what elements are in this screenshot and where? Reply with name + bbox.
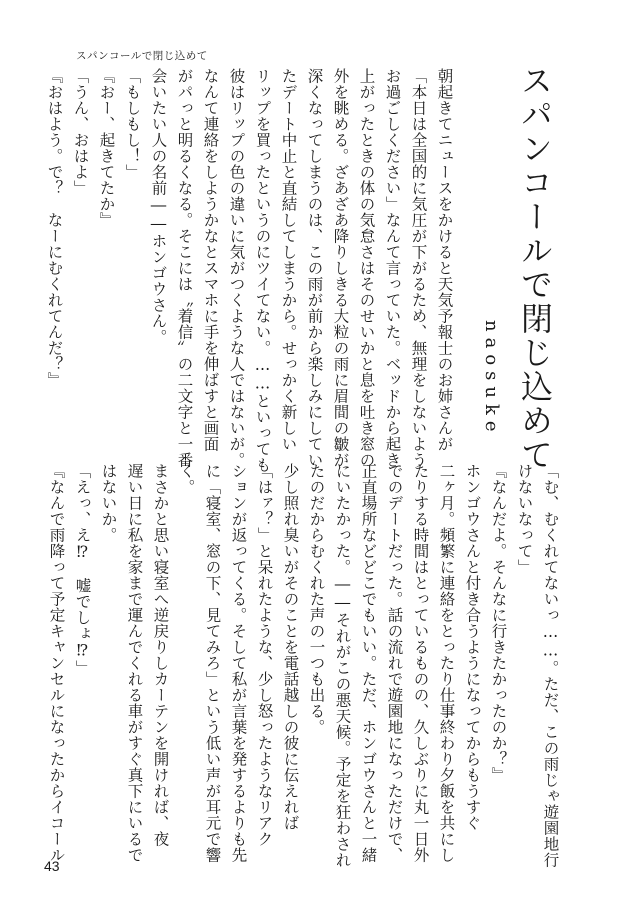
upper-column: リップを買ったというのにツイてない。……といっても: [253, 68, 272, 473]
upper-column: なんて連絡をしようかなとスマホに手を伸ばすと画面: [201, 68, 220, 452]
lower-column: 「む、むくれてないっ……。ただ、この雨じゃ遊園地行: [541, 463, 560, 868]
lower-column: 『なんだよ。そんなに行きたかったのか？』: [489, 463, 508, 783]
lower-column: く。: [177, 463, 196, 495]
upper-column: たデート中止と直結してしまうから。せっかく新しい: [279, 68, 298, 452]
lower-column: 「はァ？」と呆れたような、少し怒ったようなリアク: [255, 463, 274, 847]
lower-column: 「えっ、え⁉ 嘘でしょ⁉」: [73, 463, 92, 676]
lower-column: はないか。: [99, 463, 118, 543]
upper-column: 外を眺める。ざあざあ降りしきる大粒の雨に眉間の皺が: [331, 68, 350, 468]
lower-column: 二ヶ月。頻繁に連絡をとったり仕事終わり夕飯を共にし: [437, 463, 456, 863]
upper-column: 「本日は全国的に気圧が下がるため、無理をしないよう: [409, 68, 428, 468]
story-title: スパンコールで閉じ込めて: [516, 64, 554, 472]
upper-column: 朝起きてニュースをかけると天気予報士のお姉さんが: [435, 68, 454, 452]
lower-column: ションが返ってくる。そして私が言葉を発するよりも先: [229, 463, 248, 863]
lower-column: たりする時間はとっているものの、久しぶりに丸一日外: [411, 463, 430, 863]
upper-column: がパっと明るくなる。そこには〝着信〟の二文字と一番: [175, 68, 194, 468]
upper-column: 『おー、起きてたか』: [97, 68, 116, 228]
lower-column: 正直場所などどこでもいい。ただ、ホンゴウさんと一緒: [359, 463, 378, 863]
upper-column: 『おはよう。で？ なーにむくれてんだ？』: [45, 68, 64, 388]
upper-column: 上がったときの体の気怠さはそのせいかと息を吐き窓の: [357, 68, 376, 468]
lower-column: 少し照れ臭いがそのことを電話越しの彼に伝えれば: [281, 463, 300, 831]
lower-column: けないなって」: [515, 463, 534, 575]
lower-column: にいたかった。――それがこの悪天候。予定を狂わされ: [333, 463, 352, 868]
lower-column: 『なんで雨降って予定キャンセルになったからイコール: [47, 463, 66, 863]
lower-column: まさかと思い寝室へ逆戻りしカーテンを開ければ、夜: [151, 463, 170, 847]
lower-column: に「寝室、窓の下、見てみろ」という低い声が耳元で響: [203, 463, 222, 863]
upper-column: 彼はリップの色の違いに気がつくような人ではないが。: [227, 68, 246, 468]
page-number: 43: [44, 858, 60, 874]
lower-column: ホンゴウさんと付き合うようになってからもうすぐ: [463, 463, 482, 831]
upper-column: 会いたい人の名前――ホンゴウさん。: [149, 68, 168, 345]
lower-column: 遅い日に私を家まで運んでくれる車がすぐ真下にいるで: [125, 463, 144, 863]
upper-column: 深くなってしまうのは、この雨が前から楽しみにしてい: [305, 68, 324, 468]
upper-column: 「うん、おはよ」: [71, 68, 90, 196]
upper-column: 「もしもし！」: [123, 68, 142, 180]
lower-column: たのだからむくれた声の一つも出る。: [307, 463, 326, 735]
author-name: naosuke: [481, 320, 502, 438]
running-head: スパンコールで閉じ込めて: [76, 50, 208, 62]
upper-column: お過ごしください」なんて言っていた。ベッドから起き: [383, 68, 402, 468]
lower-column: でのデートだった。話の流れで遊園地になっただけで、: [385, 463, 404, 863]
